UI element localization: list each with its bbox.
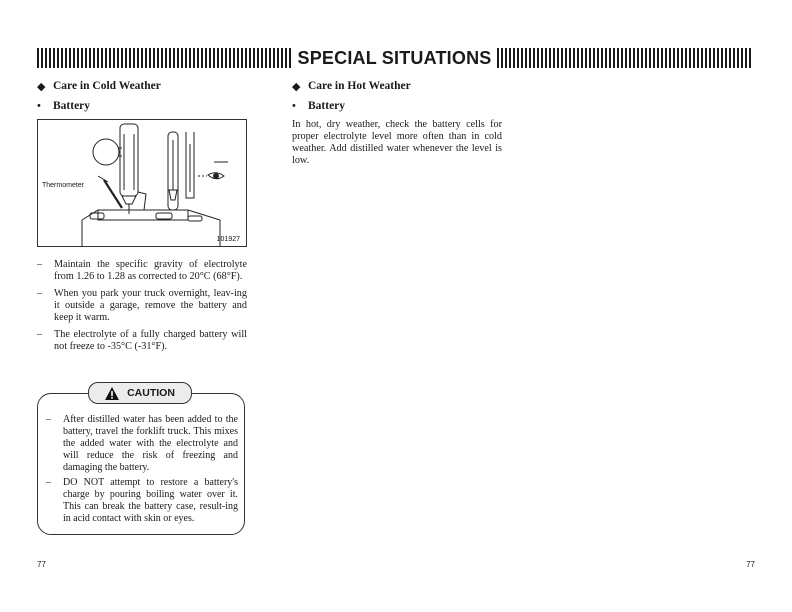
list-item: – DO NOT attempt to restore a battery's charge by pouring boiling water over it. This can break the battery case, result-ing in acid contact with skin or eyes. xyxy=(46,477,238,525)
figure-number: 101927 xyxy=(216,236,240,243)
caution-list xyxy=(46,414,238,528)
section-title-cold: Care in Cold Weather xyxy=(53,80,161,92)
caution-box xyxy=(37,387,245,535)
subtitle-battery-right: Battery xyxy=(308,100,346,112)
dot-bullet-icon: • xyxy=(37,100,41,112)
list-item: – When you park your truck overnight, leav-ing it outside a garage, remove the battery and keep it warm. xyxy=(37,288,247,324)
list-item: – Maintain the specific gravity of electrolyte from 1.26 to 1.28 as corrected to 20°C (68°F). xyxy=(37,259,247,283)
figure-label-thermometer: Thermometer xyxy=(42,182,85,189)
subtitle-battery-left: Battery xyxy=(53,100,91,112)
section-heading-cold xyxy=(37,79,247,93)
caution-tab xyxy=(88,382,192,404)
header-bars-right xyxy=(497,48,752,68)
section-heading-hot xyxy=(292,79,502,93)
list-item: – The electrolyte of a fully charged battery will not freeze to -35°C (-31°F). xyxy=(37,329,247,353)
page-title: SPECIAL SITUATIONS xyxy=(297,47,492,68)
header-bars-left xyxy=(37,48,292,68)
page-header xyxy=(37,46,752,70)
subheading-battery-left xyxy=(37,99,247,113)
subheading-battery-right xyxy=(292,99,502,113)
dot-bullet-icon: • xyxy=(292,100,296,112)
hydrometer-illustration xyxy=(37,119,247,247)
page-number-left: 77 xyxy=(37,560,46,569)
list-item: – After distilled water has been added to the battery, travel the forklift truck. This mixes the added water with the electrolyte and will reduce the risk of freezing and damaging the battery. xyxy=(46,414,238,474)
diamond-bullet-icon: ◆ xyxy=(292,80,301,93)
diamond-bullet-icon: ◆ xyxy=(37,80,46,93)
caution-label: CAUTION xyxy=(127,387,175,399)
cold-weather-list xyxy=(37,259,247,353)
left-column xyxy=(37,79,247,358)
page-number-right: 77 xyxy=(746,560,755,569)
hot-weather-paragraph: In hot, dry weather, check the battery cells for proper electrolyte level more often than in cold weather. Add distilled water whenever the level is low. xyxy=(292,119,502,166)
warning-icon xyxy=(105,387,119,400)
right-column xyxy=(292,79,502,167)
section-title-hot: Care in Hot Weather xyxy=(308,80,411,92)
